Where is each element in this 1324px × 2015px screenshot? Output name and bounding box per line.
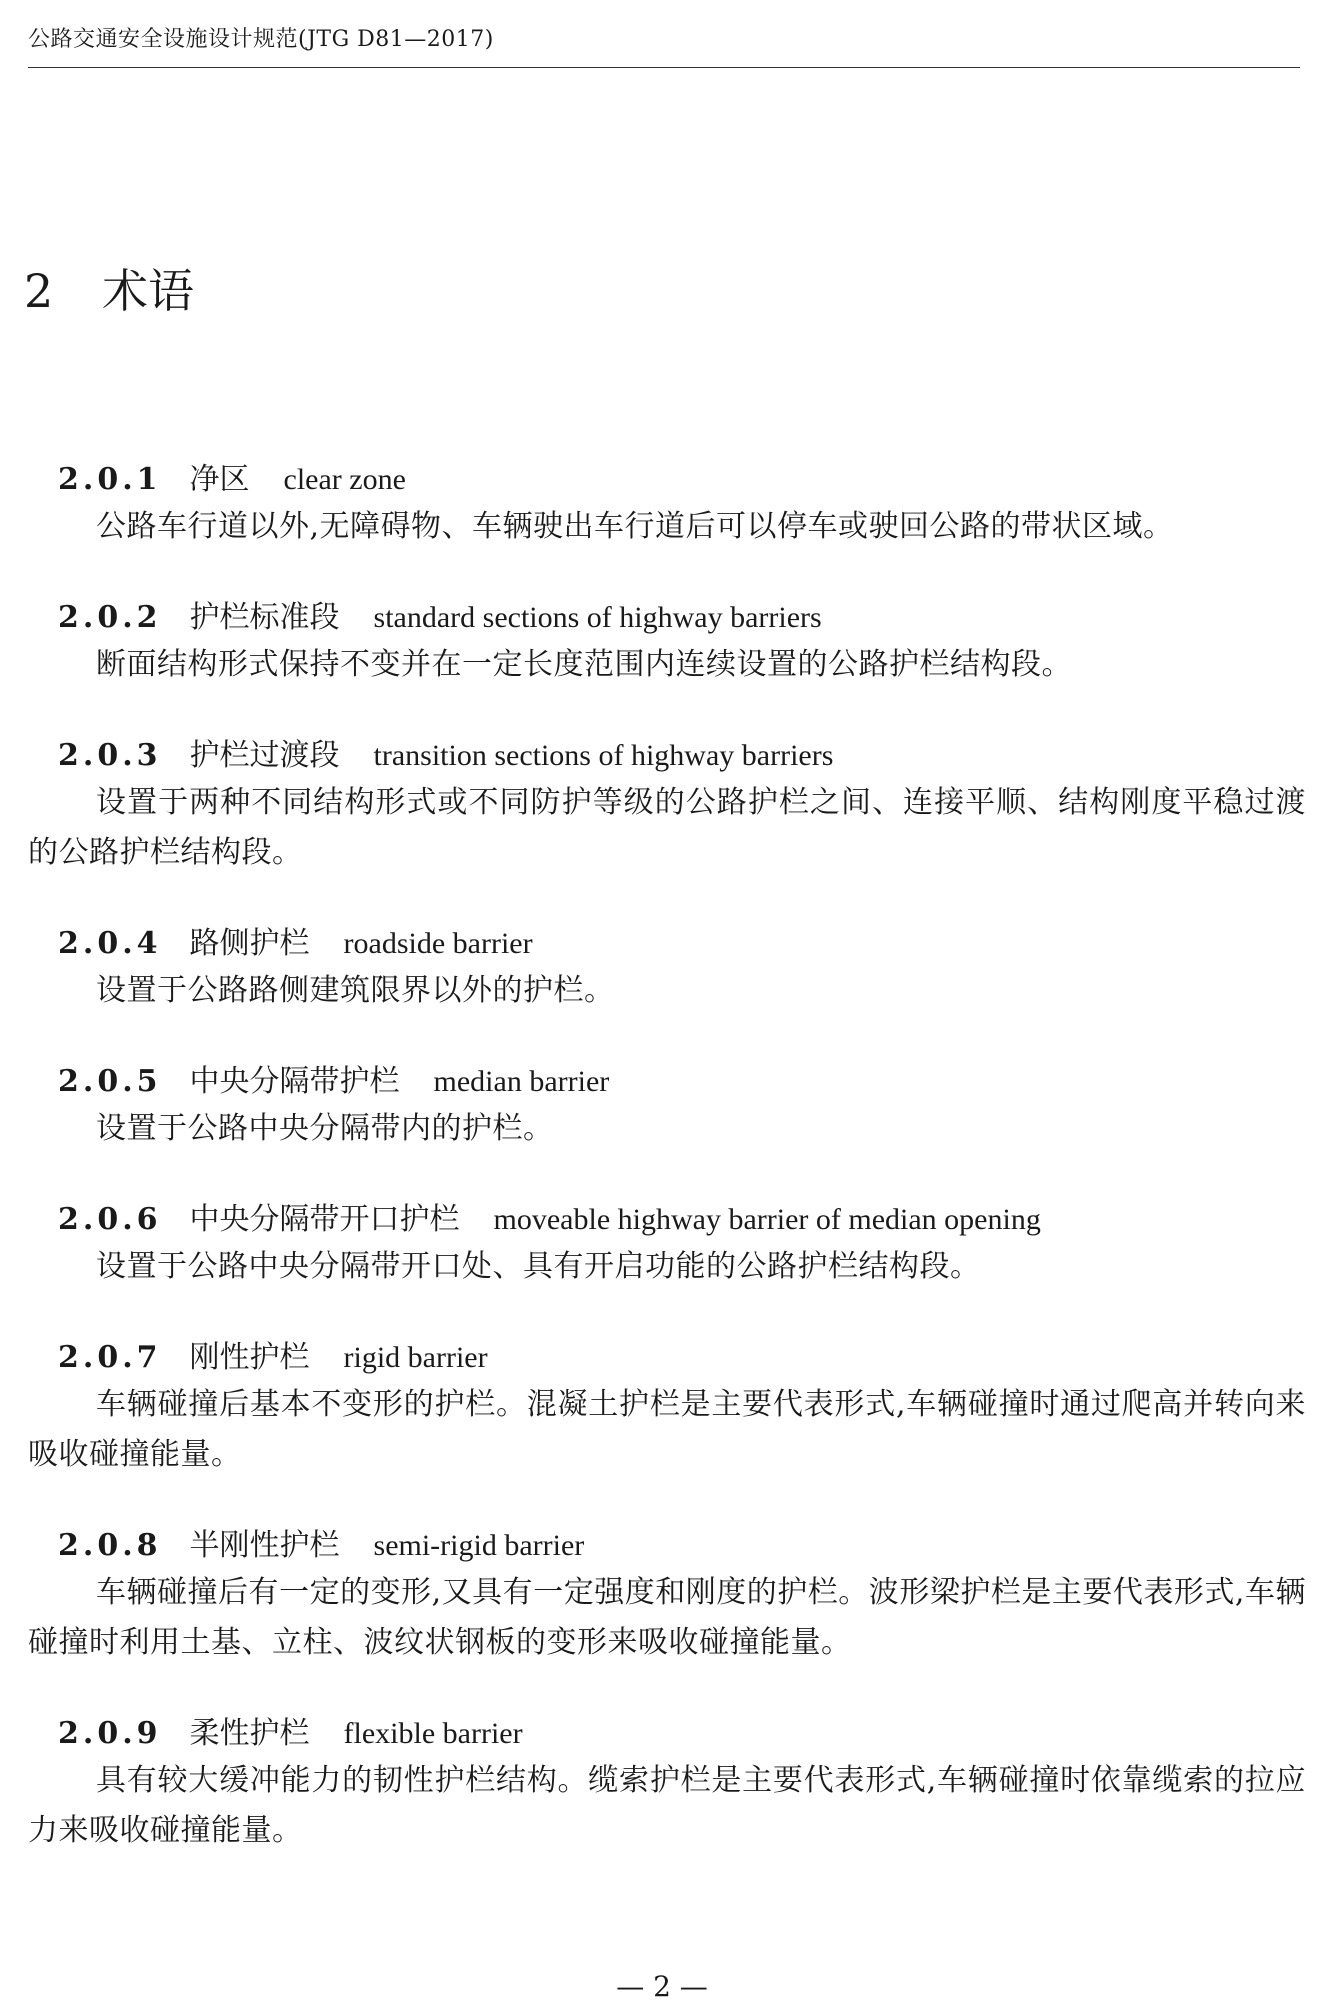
term-chinese: 柔性护栏 [189,1716,310,1751]
term-chinese: 净区 [189,462,250,497]
term-number: 2.0.1 [58,462,162,497]
term-heading [28,458,1306,502]
term-chinese: 刚性护栏 [189,1340,310,1375]
term-2-0-1 [28,458,1306,552]
term-number: 2.0.9 [58,1716,162,1751]
term-number: 2.0.5 [58,1064,162,1099]
page-number: — 2 — [616,1970,708,2003]
term-chinese: 护栏过渡段 [189,738,340,773]
term-chinese: 中央分隔带护栏 [189,1064,400,1099]
term-number: 2.0.3 [58,738,162,773]
term-heading [28,1712,1306,1756]
term-definition: 设置于公路路侧建筑限界以外的护栏。 [96,973,615,1008]
term-number: 2.0.2 [58,600,162,635]
term-2-0-6 [28,1198,1306,1292]
term-chinese: 中央分隔带开口护栏 [189,1202,460,1237]
term-definition: 设置于公路中央分隔带开口处、具有开启功能的公路护栏结构段。 [96,1249,981,1284]
term-definition: 设置于两种不同结构形式或不同防护等级的公路护栏之间、连接平顺、结构刚度平稳过渡的公路护栏结构段。 [28,785,1306,870]
term-heading [28,1336,1306,1380]
term-chinese: 半刚性护栏 [189,1528,340,1563]
term-heading [28,734,1306,778]
chapter-title: 术语 [102,264,194,318]
term-number: 2.0.7 [58,1340,162,1375]
terms-list [28,458,1306,1900]
term-chinese: 护栏标准段 [189,600,340,635]
term-english: flexible barrier [343,1717,523,1750]
chapter-number: 2 [24,264,54,318]
term-definition: 公路车行道以外,无障碍物、车辆驶出车行道后可以停车或驶回公路的带状区域。 [96,509,1174,544]
term-definition: 断面结构形式保持不变并在一定长度范围内连续设置的公路护栏结构段。 [96,647,1072,682]
chapter-heading [24,255,194,321]
term-2-0-9 [28,1712,1306,1856]
term-english: moveable highway barrier of median opening [493,1203,1041,1236]
term-english: semi-rigid barrier [373,1529,585,1562]
term-heading [28,1524,1306,1568]
term-english: transition sections of highway barriers [373,739,834,772]
term-number: 2.0.8 [58,1528,162,1563]
term-2-0-4 [28,922,1306,1016]
term-english: rigid barrier [343,1341,488,1374]
term-2-0-3 [28,734,1306,878]
term-english: clear zone [283,463,406,496]
term-definition: 设置于公路中央分隔带内的护栏。 [96,1111,554,1146]
term-heading [28,1198,1306,1242]
term-number: 2.0.6 [58,1202,162,1237]
term-english: median barrier [433,1065,610,1098]
term-number: 2.0.4 [58,926,162,961]
term-heading [28,922,1306,966]
term-2-0-8 [28,1524,1306,1668]
running-header: 公路交通安全设施设计规范(JTG D81—2017) [28,22,1300,68]
term-2-0-5 [28,1060,1306,1154]
term-definition: 具有较大缓冲能力的韧性护栏结构。缆索护栏是主要代表形式,车辆碰撞时依靠缆索的拉应力来吸收碰撞能量。 [28,1763,1306,1848]
term-english: standard sections of highway barriers [373,601,822,634]
term-heading [28,596,1306,640]
term-2-0-2 [28,596,1306,690]
term-english: roadside barrier [343,927,533,960]
term-definition: 车辆碰撞后有一定的变形,又具有一定强度和刚度的护栏。波形梁护栏是主要代表形式,车辆碰撞时利用土基、立柱、波纹状钢板的变形来吸收碰撞能量。 [28,1575,1306,1660]
term-definition: 车辆碰撞后基本不变形的护栏。混凝土护栏是主要代表形式,车辆碰撞时通过爬高并转向来吸收碰撞能量。 [28,1387,1306,1472]
term-chinese: 路侧护栏 [189,926,310,961]
term-2-0-7 [28,1336,1306,1480]
term-heading [28,1060,1306,1104]
